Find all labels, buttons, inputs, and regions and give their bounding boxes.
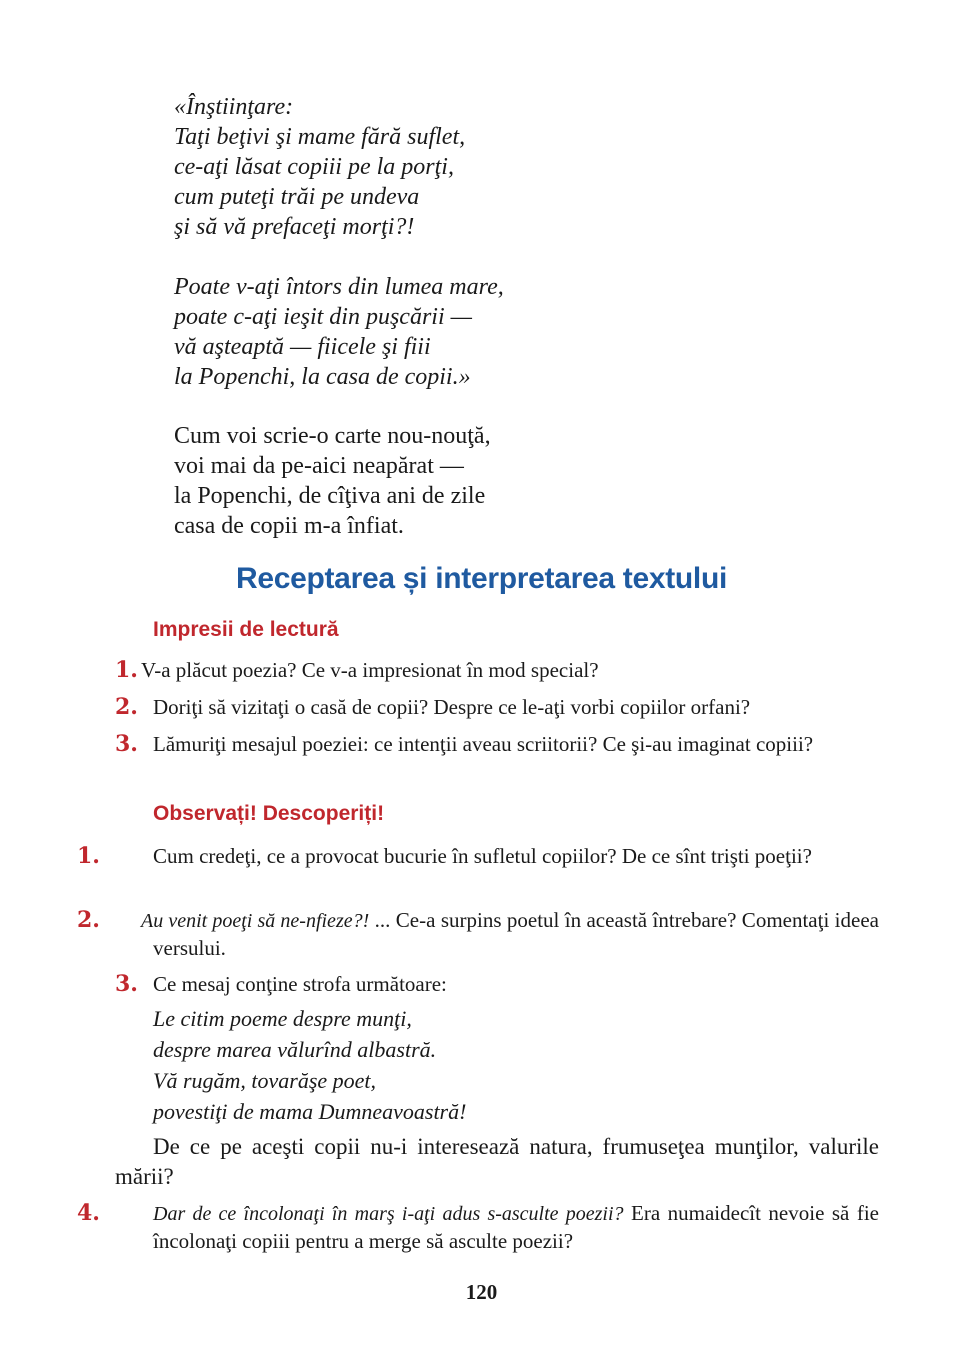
observati-question-2 xyxy=(77,907,879,962)
quote-line: Le citim poeme despre munţi, xyxy=(153,1006,412,1031)
poem-stanza-2 xyxy=(174,272,504,392)
question-text: Ce mesaj conţine strofa următoare: xyxy=(153,972,447,996)
impresii-heading: Impresii de lectură xyxy=(153,618,339,641)
quote-line: Vă rugăm, tovarăşe poet, xyxy=(153,1068,377,1093)
question-italic: Dar de ce încolonaţi în marş i-aţi adus s-asculte poezii? xyxy=(153,1203,624,1225)
question-number: 2. xyxy=(115,694,138,720)
question-text: Doriţi să vizitaţi o casă de copii? Despre ce le-aţi vorbi copiilor orfani? xyxy=(153,695,751,719)
question-text: Cum credeţi, ce a provocat bucurie în sufletul copiilor? De ce sînt trişti poeţii? xyxy=(153,844,812,868)
question-text: V-a plăcut poezia? Ce v-a impresionat în mod special? xyxy=(141,658,599,682)
poem-line: «Înştiinţare: xyxy=(174,94,294,120)
poem-line: Cum voi scrie-o carte nou-nouţă, xyxy=(174,423,491,449)
impresii-question-3 xyxy=(115,731,917,758)
quote-line: povestiţi de mama Dumneavoastră! xyxy=(153,1099,467,1124)
poem-line: şi să vă prefaceţi morţi?! xyxy=(174,214,415,240)
observati-question-4 xyxy=(77,1200,879,1255)
poem-line: vă aşteaptă — fiicele şi fiii xyxy=(174,334,431,360)
observati-question-1 xyxy=(77,843,879,870)
poem-stanza-1 xyxy=(174,92,465,242)
quoted-stanza xyxy=(153,1003,466,1127)
section-title: Receptarea și interpretarea textului xyxy=(235,562,728,595)
question-number: 3. xyxy=(115,731,138,757)
question-number: 4. xyxy=(77,1200,100,1226)
paragraph-text: De ce pe aceşti copii nu-i interesează natura, frumuseţea munţilor, valurile mării? xyxy=(115,1134,879,1189)
poem-line: la Popenchi, de cîţiva ani de zile xyxy=(174,483,486,509)
poem-line: la Popenchi, la casa de copii.» xyxy=(174,364,471,390)
poem-line: casa de copii m-a înfiat. xyxy=(174,513,404,539)
question-number: 3. xyxy=(115,971,138,997)
question-italic: Au venit poeţi să ne-nfieze?! xyxy=(141,910,370,932)
question-number: 1. xyxy=(115,657,138,683)
quote-line: despre marea vălurînd albastră. xyxy=(153,1037,437,1062)
poem-line: Taţi beţivi şi mame fără suflet, xyxy=(174,124,466,150)
page-number: 120 xyxy=(465,1280,498,1304)
observati-question-3 xyxy=(115,971,879,998)
question-text: Era numaidecît nevoie să fie încolonaţi copiii pentru a merge să asculte poezii? xyxy=(153,1201,879,1253)
impresii-question-1 xyxy=(115,657,879,684)
poem-line: poate c-aţi ieşit din puşcării — xyxy=(174,304,472,330)
question-number: 2. xyxy=(77,907,100,933)
question-text: Lămuriţi mesajul poeziei: ce intenţii aveau scriitorii? Ce şi-au imaginat copiii? xyxy=(153,732,814,756)
poem-line: ce-aţi lăsat copiii pe la porţi, xyxy=(174,154,454,180)
impresii-question-2 xyxy=(115,694,879,721)
question-text: ... Ce-a surpins poetul în această întrebare? Comentaţi ideea versului. xyxy=(153,908,879,960)
poem-line: cum puteţi trăi pe undeva xyxy=(174,184,420,210)
poem-stanza-3 xyxy=(174,421,491,541)
poem-line: Poate v-aţi întors din lumea mare, xyxy=(174,274,504,300)
poem-line: voi mai da pe-aici neapărat — xyxy=(174,453,464,479)
observati-heading: Observați! Descoperiți! xyxy=(153,802,385,825)
question-paragraph xyxy=(115,1132,879,1192)
question-number: 1. xyxy=(77,843,100,869)
